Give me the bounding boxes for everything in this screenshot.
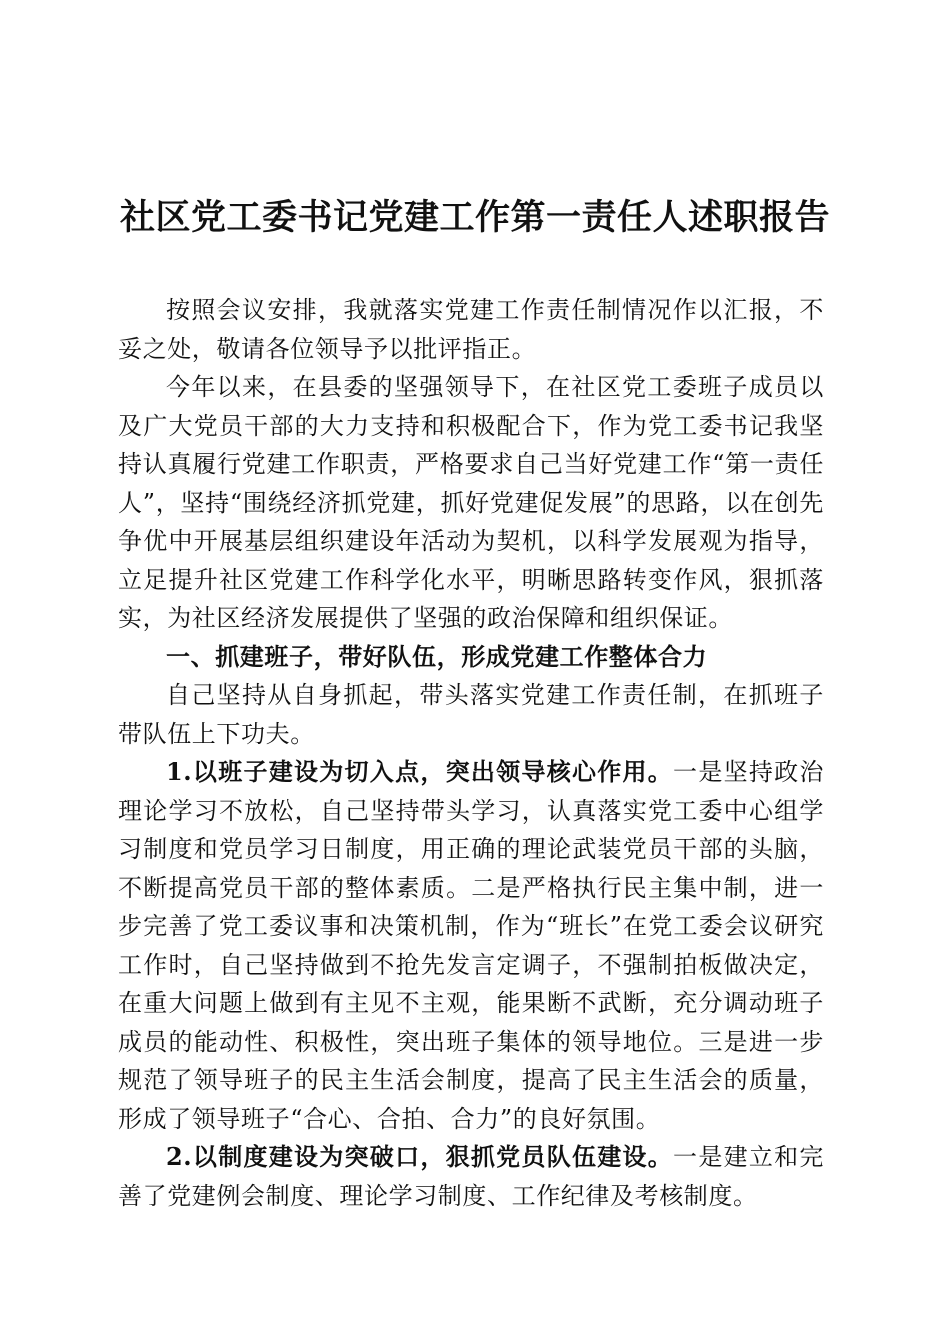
paragraph-overview — [118, 368, 824, 638]
paragraph-overview-text: 今年以来，在县委的坚强领导下，在社区党工委班子成员以及广大党员干部的大力支持和积极配合下，作为党工委书记我坚持认真履行党建工作职责，严格要求自己当好党建工作“第一责任人”，坚持“围绕经济抓党建，抓好党建促发展”的思路，以在创先争优中开展基层组织建设年活动为契机，以科学发展观为指导，立足提升社区党建工作科学化水平，明晰思路转变作风，狠抓落实，为社区经济发展提供了坚强的政治保障和组织保证。 — [118, 373, 824, 632]
paragraph-intro-text: 按照会议安排，我就落实党建工作责任制情况作以汇报，不妥之处，敬请各位领导予以批评指正。 — [118, 296, 824, 363]
paragraph-item-1 — [118, 753, 824, 1138]
paragraph-item-1-lead: 1.以班子建设为切入点，突出领导核心作用。 — [166, 757, 674, 786]
section-heading-1 — [118, 638, 824, 677]
paragraph-section-1-intro — [118, 676, 824, 753]
paragraph-item-2-lead: 2.以制度建设为突破口，狠抓党员队伍建设。 — [166, 1142, 674, 1171]
paragraph-section-1-intro-text: 自己坚持从自身抓起，带头落实党建工作责任制，在抓班子带队伍上下功夫。 — [118, 681, 824, 748]
document-title: 社区党工委书记党建工作第一责任人述职报告 — [119, 197, 830, 238]
paragraph-item-2 — [118, 1138, 824, 1215]
paragraph-item-1-text: 一是坚持政治理论学习不放松，自己坚持带头学习，认真落实党工委中心组学习制度和党员学习日制度，用正确的理论武装党员干部的头脑，不断提高党员干部的整体素质。二是严格执行民主集中制，进一步完善了党工委议事和决策机制，作为“班长”在党工委会议研究工作时，自己坚持做到不抢先发言定调子，不强制拍板做决定，在重大问题上做到有主见不主观，能果断不武断，充分调动班子成员的能动性、积极性，突出班子集体的领导地位。三是进一步规范了领导班子的民主生活会制度，提高了民主生活会的质量，形成了领导班子“合心、合拍、合力”的良好氛围。 — [118, 758, 824, 1133]
section-heading-1-text: 一、抓建班子，带好队伍，形成党建工作整体合力 — [166, 641, 708, 671]
paragraph-intro — [118, 291, 824, 368]
document-body — [118, 291, 824, 1215]
paragraph-item-2-text: 一是建立和完善了党建例会制度、理论学习制度、工作纪律及考核制度。 — [118, 1143, 824, 1210]
